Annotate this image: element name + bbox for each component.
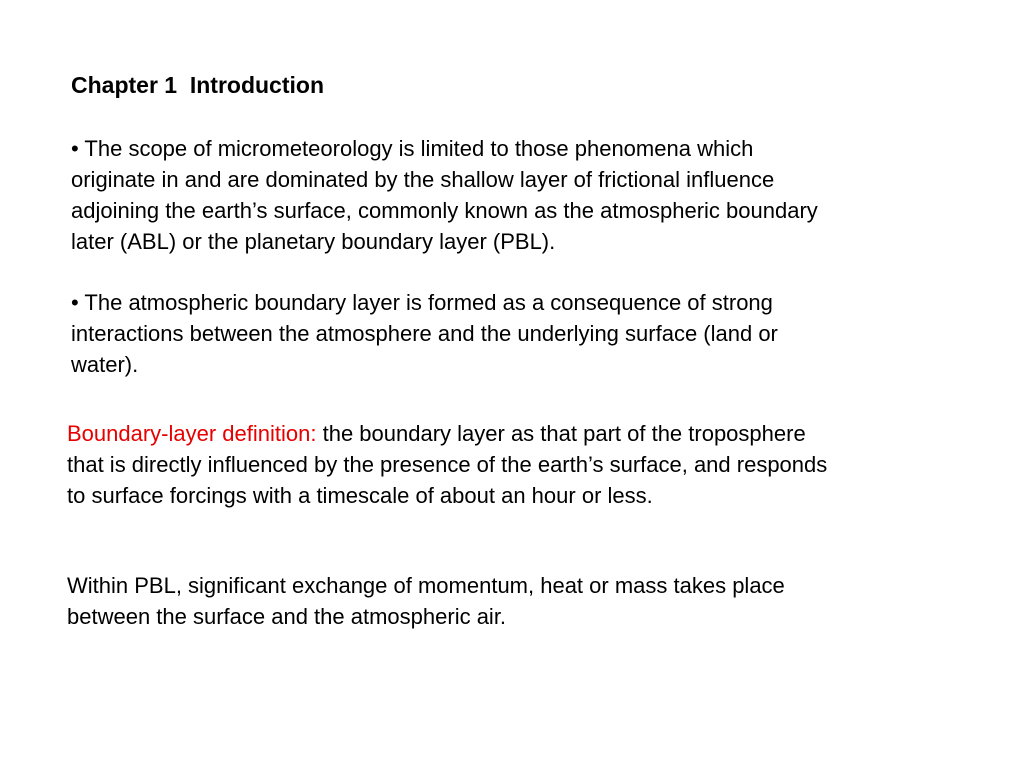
bullet-scope-line: • The scope of micrometeorology is limited to those phenomena which (71, 136, 754, 161)
bullet-scope-line: originate in and are dominated by the shallow layer of frictional influence (71, 167, 775, 192)
bullet-scope (71, 133, 971, 257)
definition-line: that is directly influenced by the presence of the earth’s surface, and responds (67, 452, 828, 477)
bullet-formation-line: interactions between the atmosphere and the underlying surface (land or (71, 321, 778, 346)
chapter-title: Chapter 1 Introduction (71, 72, 324, 98)
definition-text: the boundary layer as that part of the troposphere (316, 421, 806, 446)
definition-line (67, 418, 987, 449)
bullet-formation-line: • The atmospheric boundary layer is formed as a consequence of strong (71, 290, 773, 315)
pbl-line: Within PBL, significant exchange of momentum, heat or mass takes place (67, 573, 785, 598)
definition-label: Boundary-layer definition: (67, 421, 317, 446)
bullet-formation (71, 287, 971, 380)
bullet-formation-line: water). (71, 352, 139, 377)
pbl-line: between the surface and the atmospheric air. (67, 604, 507, 629)
bullet-scope-line: later (ABL) or the planetary boundary layer (PBL). (71, 229, 556, 254)
pbl-exchange-paragraph (67, 570, 987, 632)
definition-paragraph (67, 418, 987, 511)
definition-line: to surface forcings with a timescale of about an hour or less. (67, 483, 653, 508)
bullet-scope-line: adjoining the earth’s surface, commonly known as the atmospheric boundary (71, 198, 818, 223)
